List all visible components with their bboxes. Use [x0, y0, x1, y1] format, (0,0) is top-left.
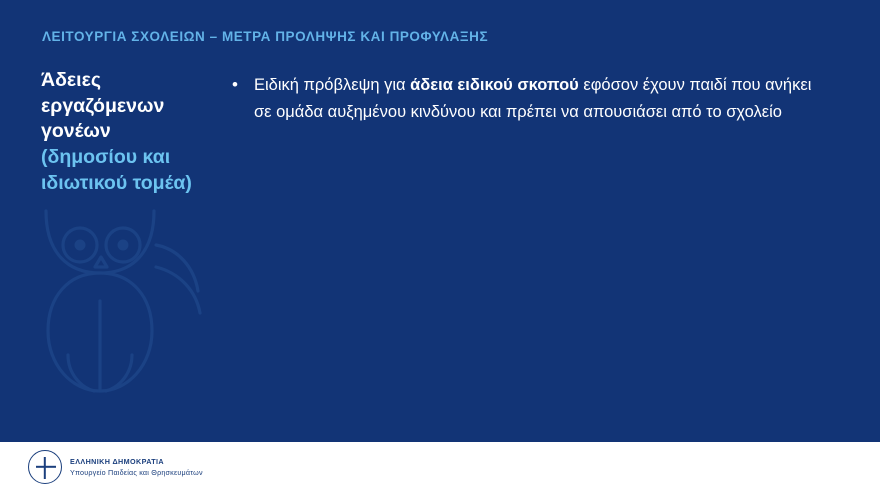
- left-heading-line-4: (δημοσίου και: [41, 146, 171, 169]
- left-heading-line-3: γονέων: [41, 120, 111, 143]
- footer-organization: ΕΛΛΗΝΙΚΗ ΔΗΜΟΚΡΑΤΙΑ: [70, 457, 165, 466]
- left-heading-line-5: ιδιωτικού τομέα): [41, 171, 192, 194]
- bullet-list: [232, 72, 822, 125]
- footer-divider: [0, 440, 880, 442]
- bullet-text-part-3: εφόσον έχουν παιδί που ανήκει σε ομάδα αυξημένου κινδύνου και πρέπει να απουσιάσει από το σχολείο: [254, 76, 812, 121]
- left-heading-line-2: εργαζόμενων: [41, 94, 165, 117]
- bullet-marker: •: [232, 75, 238, 94]
- page-title: ΛΕΙΤΟΥΡΓΙΑ ΣΧΟΛΕΙΩΝ – ΜΕΤΡΑ ΠΡΟΛΗΨΗΣ ΚΑΙ ΠΡΟΦΥΛΑΞΗΣ: [42, 29, 489, 44]
- list-item: [232, 72, 822, 125]
- left-heading-line-1: Άδειες: [41, 69, 101, 91]
- greek-republic-crest-icon: [28, 450, 62, 484]
- bullet-text: [254, 72, 822, 125]
- footer: [0, 440, 880, 495]
- bullet-text-part-1: Ειδική πρόβλεψη για: [254, 76, 411, 94]
- footer-text: [70, 457, 203, 477]
- owl-watermark-icon: [28, 205, 243, 400]
- footer-ministry: Υπουργείο Παιδείας και Θρησκευμάτων: [70, 468, 203, 477]
- left-heading: [41, 68, 231, 197]
- footer-logo: [28, 450, 203, 484]
- bullet-text-part-2: άδεια ειδικού σκοπού: [410, 76, 579, 94]
